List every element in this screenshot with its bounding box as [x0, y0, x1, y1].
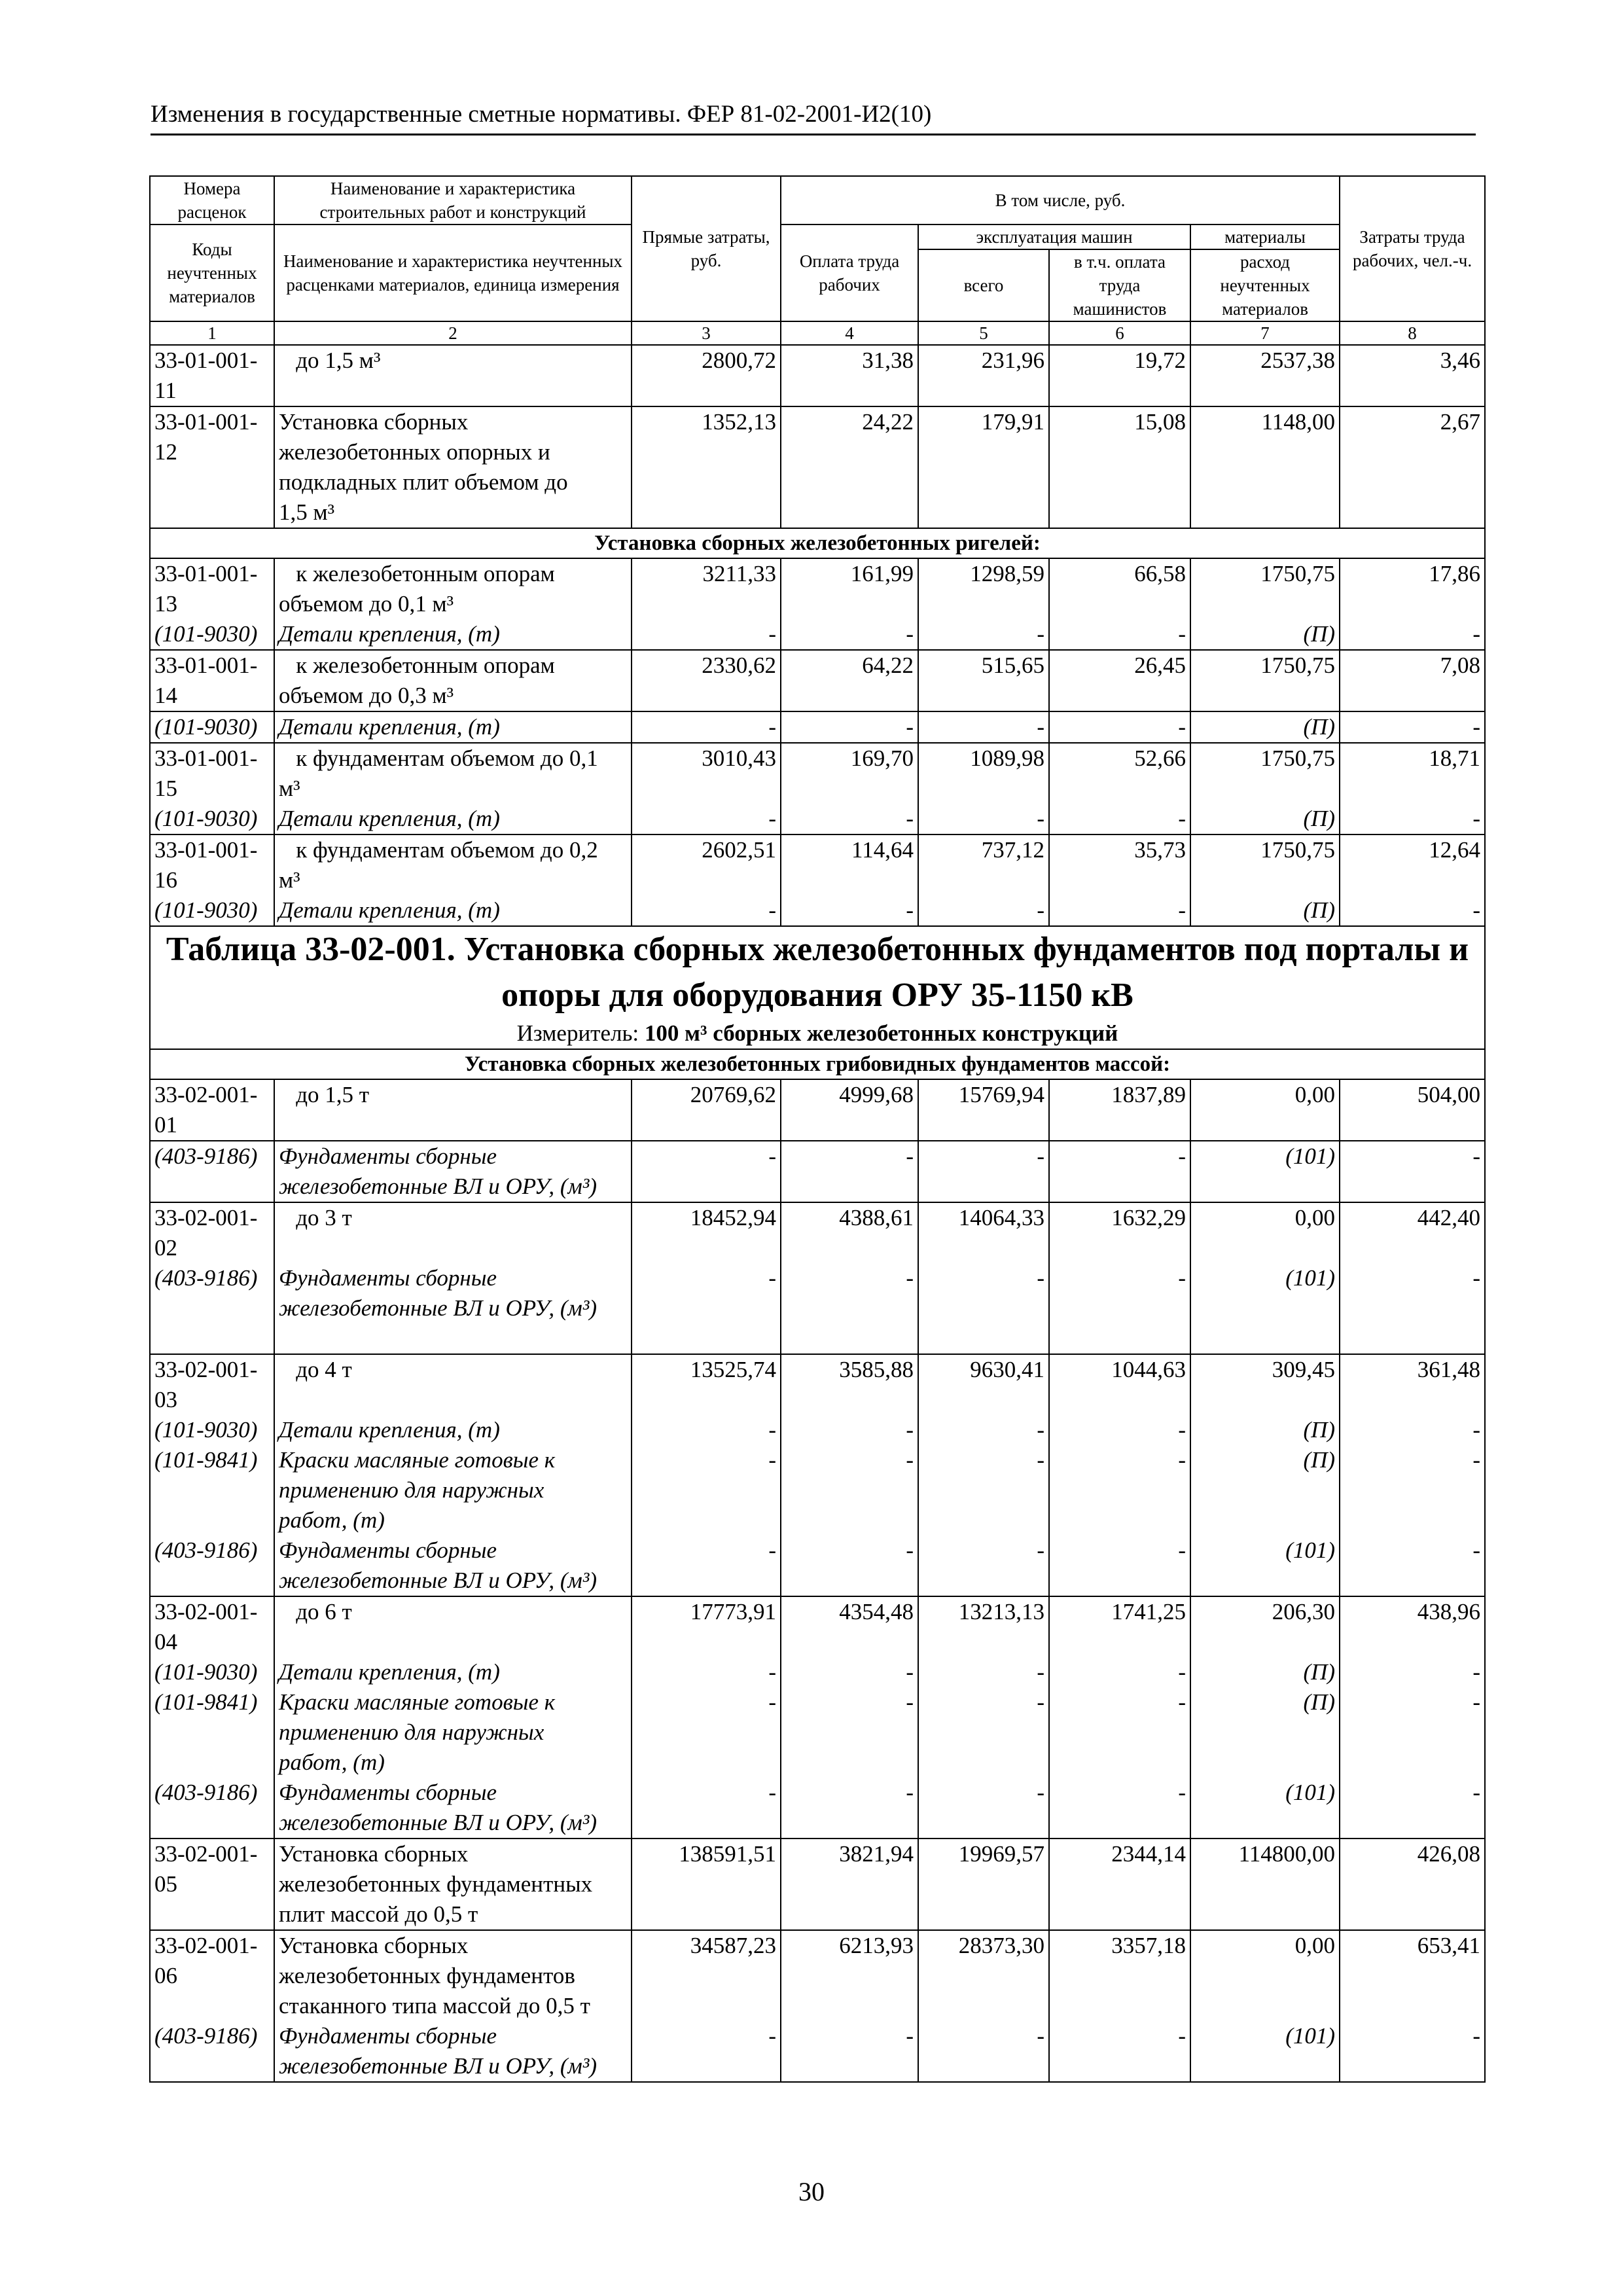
col-machines-total: всего — [918, 249, 1049, 321]
col-direct-costs: Прямые затраты, руб. — [632, 176, 781, 321]
material-row: (403-9186) Фундаменты сборные железобетонные ВЛ и ОРУ, (м³) - - - - (101) - — [150, 1141, 1485, 1202]
table-title-line-2: опоры для оборудования ОРУ 35-1150 кВ — [501, 977, 1133, 1014]
table-row: 33-01-001- 14 к железобетонным опорам объемом до 0,3 м³ 2330,62 64,22 515,65 26,45 1750,75 7,08 — [150, 650, 1485, 711]
table-row: 33-02-001- 06 (403-9186) Установка сборных железобетонных фундаментов стаканного типа массой до 0,5 т Фундаменты сборные железобетонные ВЛ и ОРУ, (м³) 34587,23 - 6213,93 - 28373,30 - 3357,18 - 0,00 (101) 653,41 - — [150, 1930, 1485, 2082]
column-index-row: 1 2 3 4 5 6 7 8 — [150, 321, 1485, 345]
page-number: 30 — [798, 2177, 825, 2206]
col-name-top: Наименование и характеристика строительных работ и конструкций — [274, 176, 632, 224]
table-title-line-1: Таблица 33-02-001. Установка сборных железобетонных фундаментов под порталы и — [166, 931, 1469, 968]
table-row: 33-02-001- 04 (101-9030) (101-9841) (403-9186) до 6 т Детали крепления, (т) Краски масляные готовые к применению для наружных работ, (т) Фундаменты сборные железобетонные ВЛ и ОРУ, (м³) 17773,91 - - - 4354,48 - - - 13213,13 - - - 1741,25 - - - 206,30 (П) (П) (101) 438,96 - - - — [150, 1596, 1485, 1839]
subsection-heading: Установка сборных железобетонных грибовидных фундаментов массой: — [150, 1049, 1485, 1079]
col-labor-cost: Затраты труда рабочих, чел.-ч. — [1340, 176, 1485, 321]
table-row: 33-01-001- 11 до 1,5 м³ 2800,72 31,38 231,96 19,72 2537,38 3,46 — [150, 345, 1485, 406]
table-row: 33-01-001- 15 (101-9030) к фундаментам объемом до 0,1 м³ Детали крепления, (т) 3010,43 - 169,70 - 1089,98 - 52,66 - 1750,75 (П) 18,71 - — [150, 743, 1485, 834]
table-row: 33-02-001- 01 до 1,5 т 20769,62 4999,68 15769,94 1837,89 0,00 504,00 — [150, 1079, 1485, 1141]
subsection-heading: Установка сборных железобетонных ригелей: — [150, 528, 1485, 558]
measure-line: Измеритель: 100 м³ сборных железобетонных конструкций — [516, 1020, 1118, 1046]
table-row: 33-01-001- 13 (101-9030) к железобетонным опорам объемом до 0,1 м³ Детали крепления, (т) 3211,33 - 161,99 - 1298,59 - 66,58 - 1750,75 (П) 17,86 - — [150, 558, 1485, 650]
table-row: 33-02-001- 02 (403-9186) до 3 т Фундаменты сборные железобетонные ВЛ и ОРУ, (м³) 18452,94 - 4388,61 - 14064,33 - 1632,29 - 0,00 (101) 442,40 - — [150, 1202, 1485, 1354]
col-labor-pay: Оплата труда рабочих — [781, 224, 918, 321]
table-row: 33-02-001- 03 (101-9030) (101-9841) (403-9186) до 4 т Детали крепления, (т) Краски масляные готовые к применению для наружных работ, (т) Фундаменты сборные железобетонные ВЛ и ОРУ, (м³) 13525,74 - - - 3585,88 - - - 9630,41 - - - 1044,63 - - - 309,45 (П) (П) (101) 361,48 - - - — [150, 1354, 1485, 1596]
col-materials: материалы — [1190, 224, 1340, 249]
col-code-bottom: Коды неучтенных материалов — [150, 224, 274, 321]
table-row: 33-02-001- 05 Установка сборных железобетонных фундаментных плит массой до 0,5 т 138591,51 3821,94 19969,57 2344,14 114800,00 426,08 — [150, 1839, 1485, 1930]
col-including: В том числе, руб. — [781, 176, 1340, 224]
col-code-top: Номера расценок — [150, 176, 274, 224]
norms-table — [149, 175, 1486, 2083]
table-row: 33-01-001- 12 Установка сборных железобетонных опорных и подкладных плит объемом до 1,5 м³ 1352,13 24,22 179,91 15,08 1148,00 2,67 — [150, 406, 1485, 528]
col-machines-labor: в т.ч. оплата труда машинистов — [1049, 249, 1190, 321]
col-name-bottom: Наименование и характеристика неучтенных расценками материалов, единица измерения — [274, 224, 632, 321]
col-materials-unaccounted: расход неучтенных материалов — [1190, 249, 1340, 321]
page-header: Изменения в государственные сметные нормативы. ФЕР 81-02-2001-И2(10) — [151, 98, 1476, 135]
table-row: 33-01-001- 16 (101-9030) к фундаментам объемом до 0,2 м³ Детали крепления, (т) 2602,51 - 114,64 - 737,12 - 35,73 - 1750,75 (П) 12,64 - — [150, 834, 1485, 926]
table-title-row — [150, 926, 1485, 1049]
col-machines: эксплуатация машин — [918, 224, 1190, 249]
material-row: (101-9030) Детали крепления, (т) - - - - (П) - — [150, 711, 1485, 743]
